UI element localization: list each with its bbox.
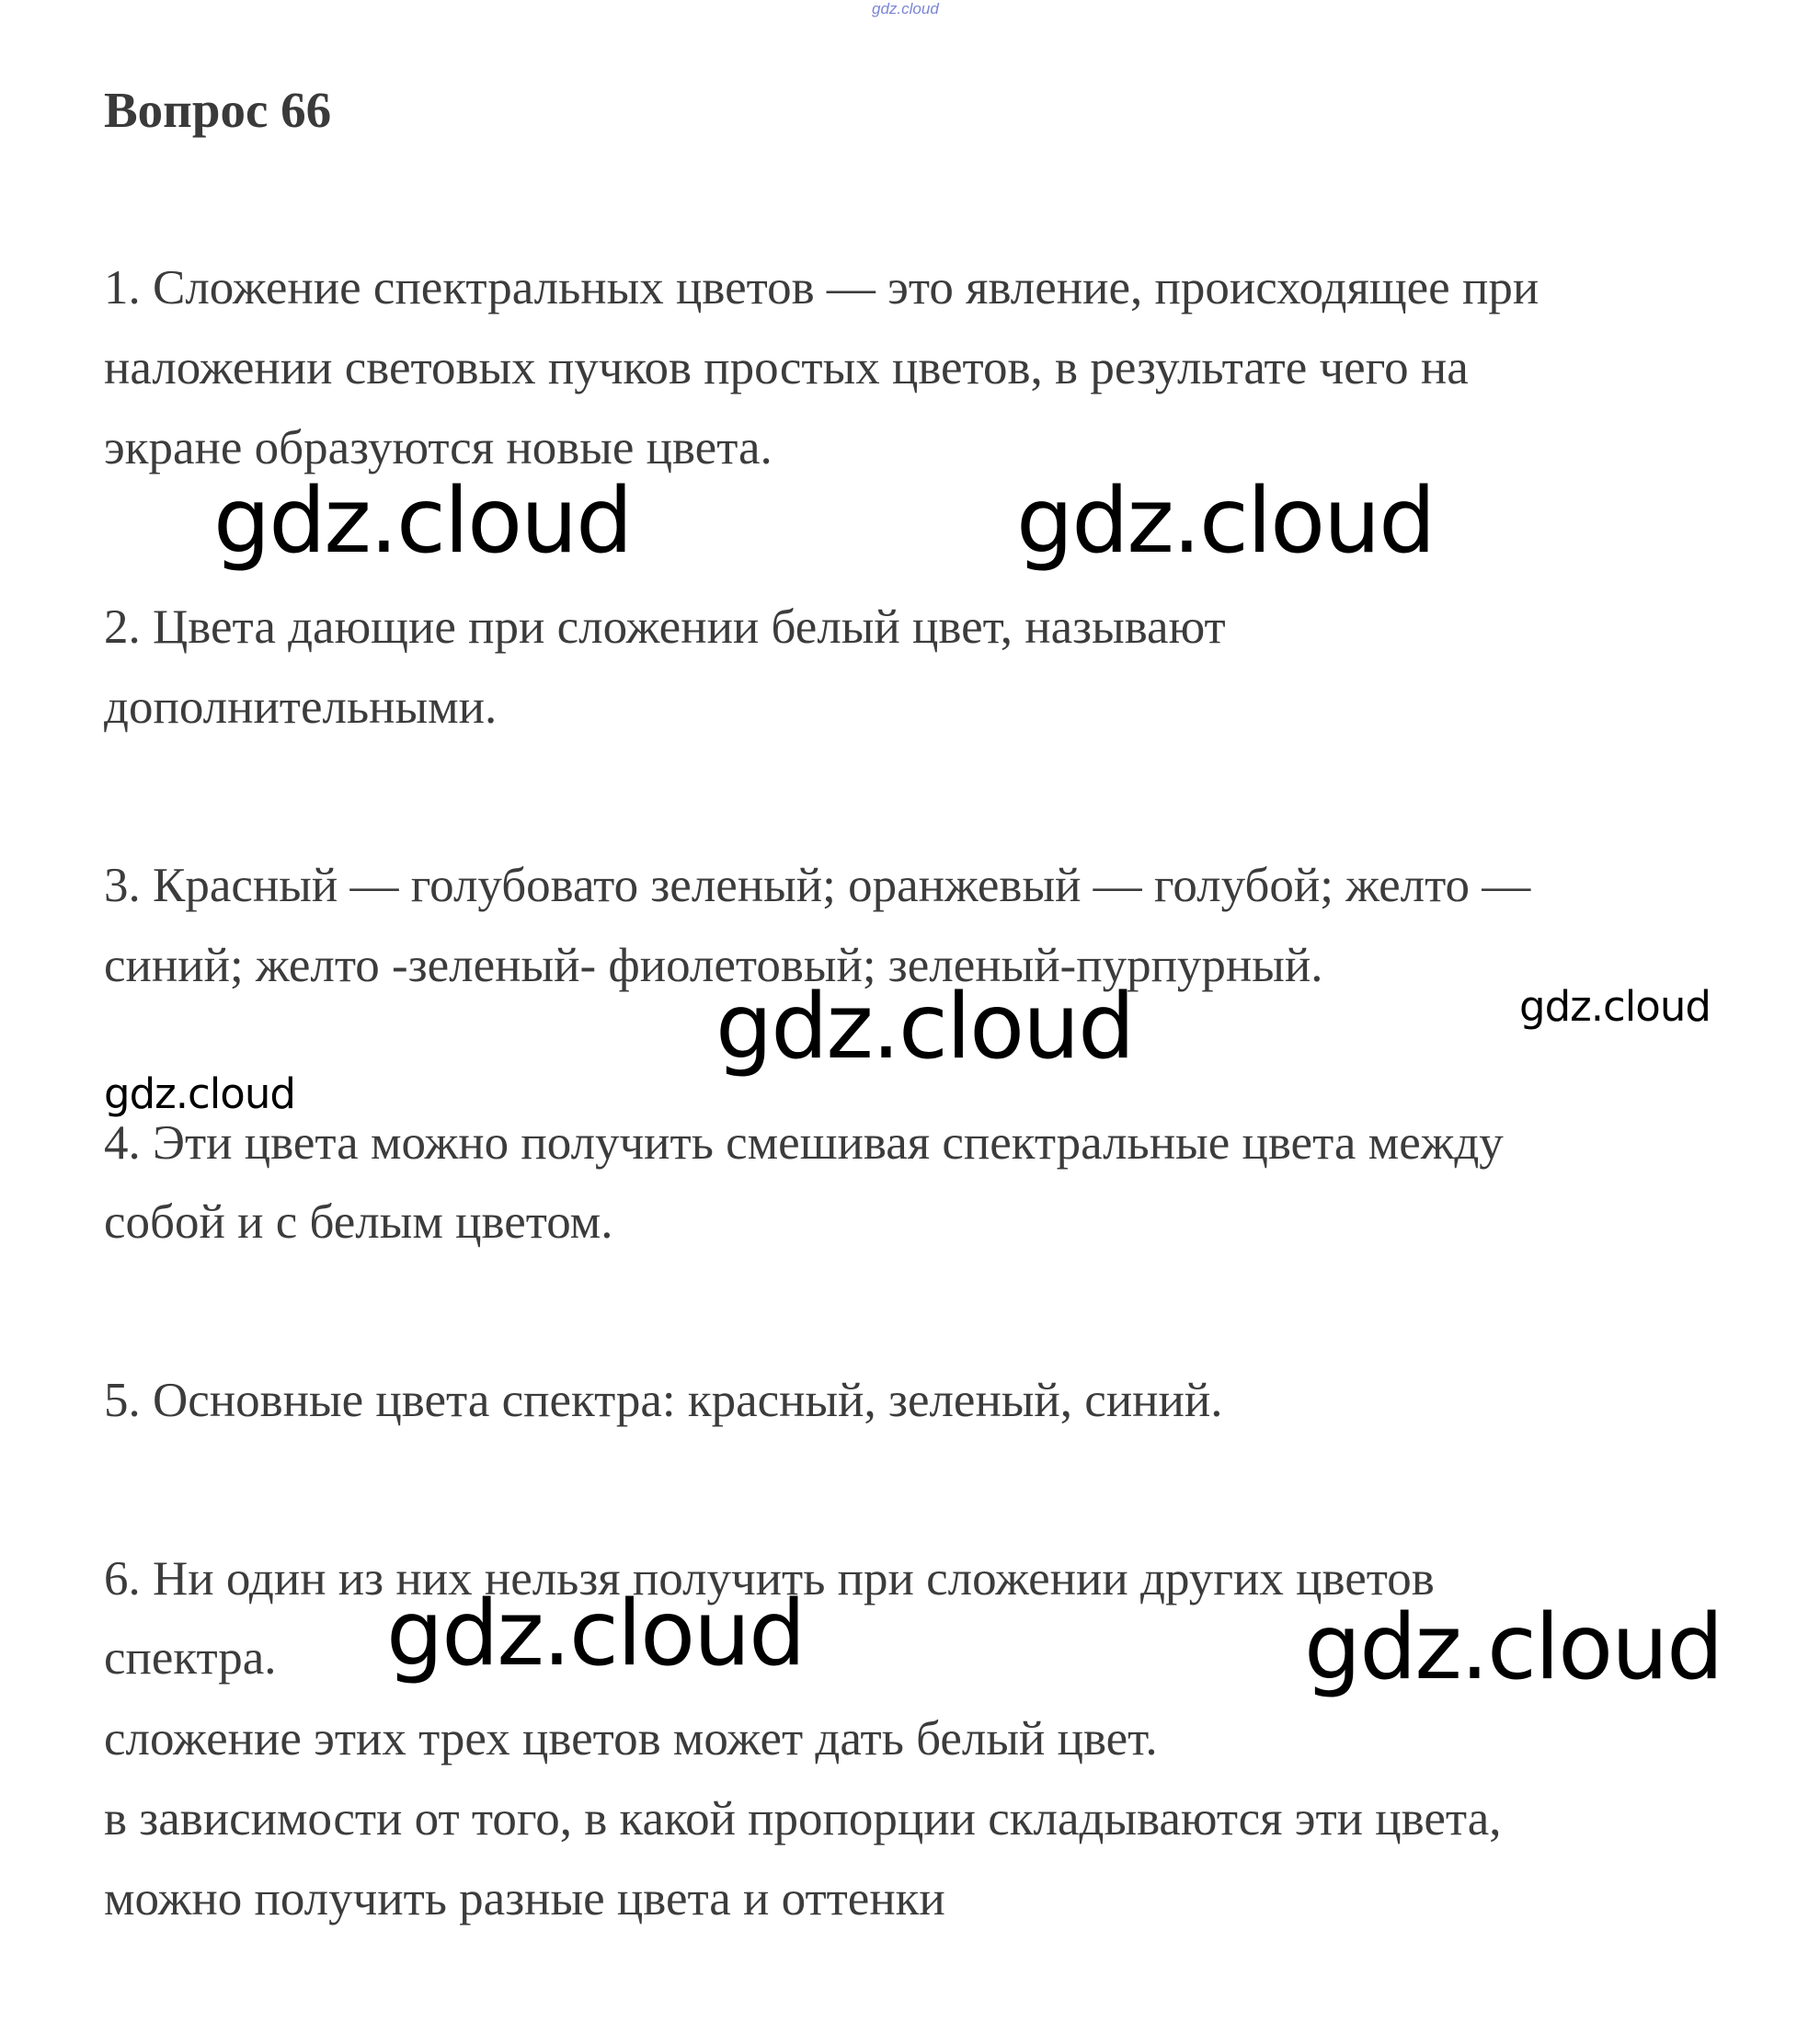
- answer-6-line-3: сложение этих трех цветов может дать белый цвет.: [104, 1712, 1158, 1765]
- answer-6-line-1: 6. Ни один из них нельзя получить при сложении других цветов: [104, 1552, 1435, 1605]
- page-title: Вопрос 66: [104, 82, 332, 138]
- answer-1-line-3: экране образуются новые цвета.: [104, 421, 773, 474]
- answer-2-line-1: 2. Цвета дающие при сложении белый цвет, называют: [104, 600, 1226, 654]
- answer-1-line-1: 1. Сложение спектральных цветов — это явление, происходящее при: [104, 261, 1540, 314]
- watermark: gdz.cloud: [213, 469, 632, 574]
- watermark: gdz.cloud: [715, 975, 1134, 1080]
- watermark: gdz.cloud: [1304, 1595, 1723, 1700]
- answer-2-line-2: дополнительными.: [104, 680, 498, 734]
- answer-1-line-2: наложении световых пучков простых цветов, в результате чего на: [104, 341, 1469, 394]
- answer-3-line-2: синий; желто -зеленый- фиолетовый; зеленый-пурпурный.: [104, 939, 1323, 992]
- watermark: gdz.cloud: [1016, 469, 1435, 574]
- answer-5-line-1: 5. Основные цвета спектра: красный, зеленый, синий.: [104, 1374, 1223, 1427]
- answer-6-line-4: в зависимости от того, в какой пропорции складываются эти цвета,: [104, 1792, 1502, 1845]
- answer-3-line-1: 3. Красный — голубовато зеленый; оранжевый — голубой; желто —: [104, 859, 1531, 912]
- watermark: gdz.cloud: [104, 1069, 295, 1118]
- answer-4-line-1: 4. Эти цвета можно получить смешивая спектральные цвета между: [104, 1116, 1504, 1170]
- answer-6-line-2: спектра.: [104, 1631, 277, 1685]
- answer-4-line-2: собой и с белым цветом.: [104, 1195, 613, 1249]
- watermark: gdz.cloud: [386, 1582, 805, 1686]
- top-watermark: gdz.cloud: [872, 0, 939, 17]
- answer-6-line-5: можно получить разные цвета и оттенки: [104, 1872, 945, 1925]
- watermark: gdz.cloud: [1519, 982, 1711, 1031]
